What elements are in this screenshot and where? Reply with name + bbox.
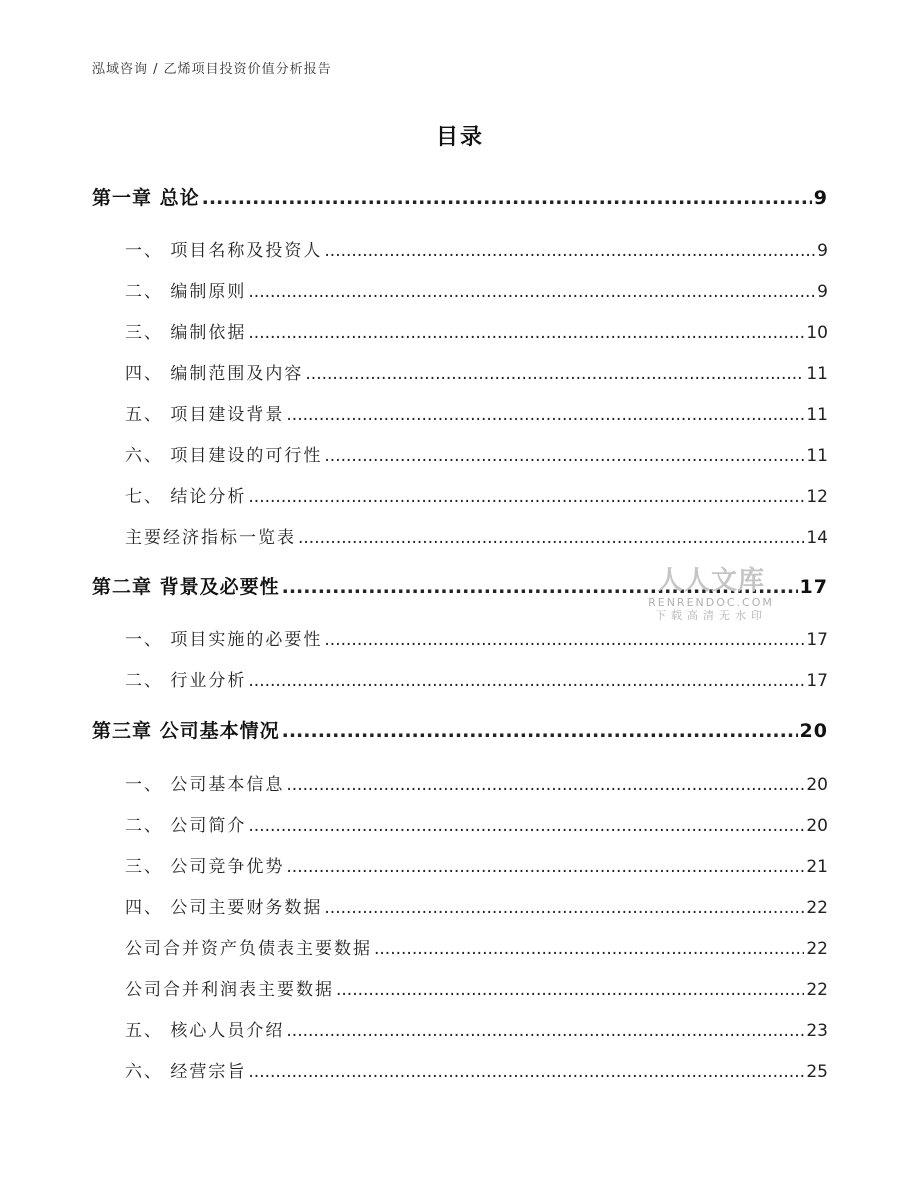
toc-entry-label: 一、 项目实施的必要性	[125, 630, 323, 650]
toc-entry-label: 二、 行业分析	[125, 671, 247, 691]
toc-page-number: 17	[799, 576, 828, 598]
toc-dot-leader	[248, 1062, 804, 1082]
toc-dot-leader	[248, 671, 804, 691]
toc-dot-leader	[286, 1021, 804, 1041]
toc-page-number: 17	[806, 671, 828, 691]
toc-section-entry[interactable]	[125, 770, 828, 795]
toc-page-number: 17	[806, 630, 828, 650]
toc-page-number: 10	[806, 323, 828, 343]
toc-dot-leader	[286, 857, 804, 877]
toc-page-number: 9	[817, 282, 828, 302]
watermark-subtitle: 下载高清无水印	[655, 609, 767, 622]
toc-dot-leader	[324, 898, 804, 918]
toc-entry-label: 四、 编制范围及内容	[125, 364, 304, 384]
toc-entry-label: 六、 项目建设的可行性	[125, 446, 323, 466]
toc-chapter-entry[interactable]	[92, 183, 828, 210]
toc-section-entry[interactable]	[125, 277, 828, 302]
toc-dot-leader	[286, 405, 804, 425]
toc-dot-leader	[286, 775, 804, 795]
toc-dot-leader	[305, 364, 804, 384]
toc-section-entry[interactable]	[125, 482, 828, 507]
toc-section-entry[interactable]	[125, 1057, 828, 1082]
toc-dot-leader	[324, 446, 804, 466]
toc-page-number: 23	[806, 1021, 828, 1041]
toc-dot-leader	[282, 720, 798, 742]
toc-entry-label: 二、 编制原则	[125, 282, 247, 302]
toc-page-number: 21	[806, 857, 828, 877]
toc-entry-label: 五、 项目建设背景	[125, 405, 285, 425]
page-title: 目录	[435, 125, 484, 150]
toc-section-entry[interactable]	[125, 1016, 828, 1041]
toc-dot-leader	[324, 630, 804, 650]
toc-page-number: 11	[806, 446, 828, 466]
toc-entry-label: 公司合并利润表主要数据	[125, 980, 334, 1000]
toc-entry-label: 第二章 背景及必要性	[92, 576, 280, 598]
toc-section-entry[interactable]	[125, 852, 828, 877]
toc-page-number: 20	[799, 720, 828, 742]
toc-entry-label: 主要经济指标一览表	[125, 528, 296, 548]
toc-dot-leader	[248, 816, 804, 836]
toc-entry-label: 公司合并资产负债表主要数据	[125, 939, 372, 959]
toc-dot-leader	[374, 939, 804, 959]
toc-section-entry[interactable]	[125, 359, 828, 384]
toc-section-entry[interactable]	[125, 318, 828, 343]
toc-chapter-entry[interactable]	[92, 716, 828, 743]
toc-page-number: 22	[806, 939, 828, 959]
toc-section-entry[interactable]	[125, 523, 828, 548]
toc-dot-leader	[324, 241, 815, 261]
toc-section-entry[interactable]	[125, 441, 828, 466]
toc-chapter-entry[interactable]	[92, 572, 828, 599]
toc-dot-leader	[202, 187, 812, 209]
page-header: 泓域咨询 / 乙烯项目投资价值分析报告	[92, 62, 332, 77]
toc-entry-label: 第一章 总论	[92, 187, 200, 209]
toc-dot-leader	[248, 323, 804, 343]
toc-section-entry[interactable]	[125, 975, 828, 1000]
toc-page-number: 22	[806, 980, 828, 1000]
toc-dot-leader	[298, 528, 804, 548]
toc-section-entry[interactable]	[125, 625, 828, 650]
toc-dot-leader	[282, 576, 798, 598]
toc-entry-label: 二、 公司简介	[125, 816, 247, 836]
toc-entry-label: 四、 公司主要财务数据	[125, 898, 323, 918]
toc-page-number: 11	[806, 364, 828, 384]
toc-page-number: 22	[806, 898, 828, 918]
toc-page-number: 11	[806, 405, 828, 425]
toc-section-entry[interactable]	[125, 811, 828, 836]
toc-dot-leader	[248, 282, 815, 302]
toc-section-entry[interactable]	[125, 934, 828, 959]
toc-section-entry[interactable]	[125, 666, 828, 691]
toc-entry-label: 三、 公司竞争优势	[125, 857, 285, 877]
toc-dot-leader	[248, 487, 804, 507]
toc-page-number: 14	[806, 528, 828, 548]
toc-page-number: 20	[806, 775, 828, 795]
toc-entry-label: 一、 项目名称及投资人	[125, 241, 323, 261]
toc-entry-label: 三、 编制依据	[125, 323, 247, 343]
toc-page-number: 9	[813, 187, 828, 209]
watermark-url: RENRENDOC.COM	[648, 596, 774, 609]
watermark-logo-text: 人人文库	[656, 566, 765, 596]
toc-entry-label: 七、 结论分析	[125, 487, 247, 507]
toc-page-number: 25	[806, 1062, 828, 1082]
toc-dot-leader	[336, 980, 804, 1000]
toc-entry-label: 第三章 公司基本情况	[92, 720, 280, 742]
toc-section-entry[interactable]	[125, 236, 828, 261]
toc-entry-label: 一、 公司基本信息	[125, 775, 285, 795]
toc-page-number: 12	[806, 487, 828, 507]
toc-section-entry[interactable]	[125, 400, 828, 425]
toc-page-number: 9	[817, 241, 828, 261]
toc-entry-label: 六、 经营宗旨	[125, 1062, 247, 1082]
toc-section-entry[interactable]	[125, 893, 828, 918]
toc-page-number: 20	[806, 816, 828, 836]
toc-entry-label: 五、 核心人员介绍	[125, 1021, 285, 1041]
